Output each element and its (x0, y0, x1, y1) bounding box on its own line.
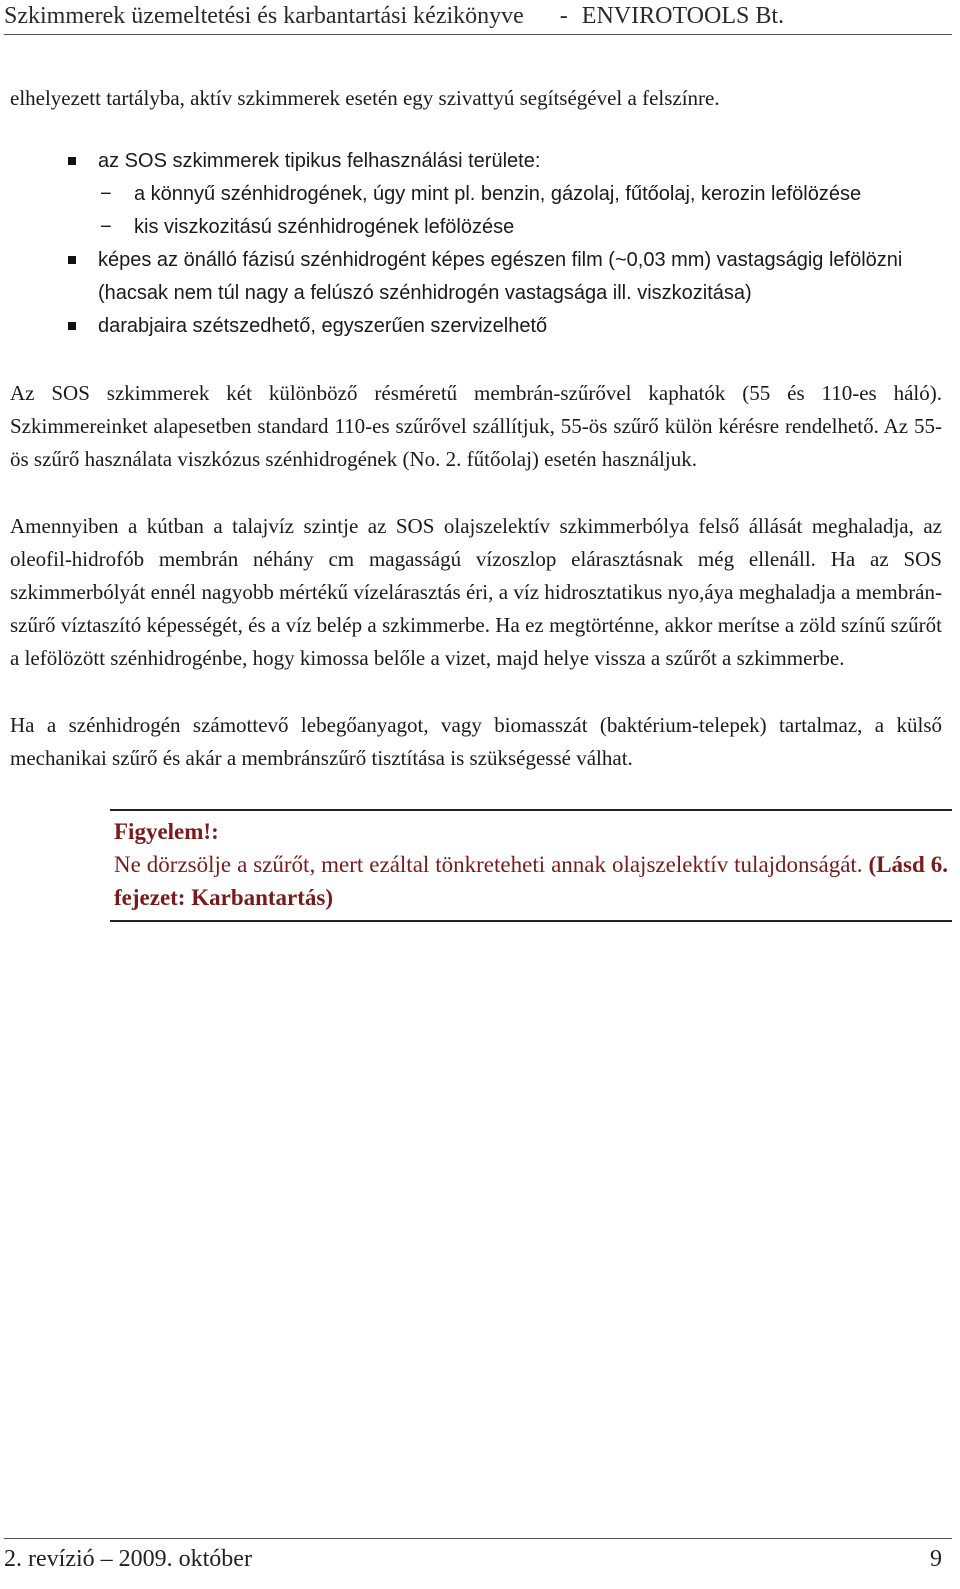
sub-list-item (10, 211, 942, 244)
dash-bullet-icon: − (100, 183, 112, 205)
header-separator: - (559, 3, 568, 29)
paragraph-filter-sizes: Az SOS szkimmerek két különböző résméretű membrán-szűrővel kaphatók (55 és 110-es háló). Szkimmereinket alapesetben standard 110-es szűrővel szállítjuk, 55-ös szűrő külön kérésre rendelhető. Az 55-ös szűrő használata viszkózus szénhidrogének (No. 2. fűtőolaj) esetén használjuk. (10, 381, 942, 471)
header-title: Szkimmerek üzemeltetési és karbantartási kézikönyve (4, 3, 524, 29)
feature-list (10, 145, 942, 343)
list-item-text: az SOS szkimmerek tipikus felhasználási területe: (98, 150, 541, 172)
square-bullet-icon (68, 157, 76, 165)
sub-list-item (10, 178, 942, 211)
dash-bullet-icon: − (100, 216, 112, 238)
sub-list-item-text: a könnyű szénhidrogének, úgy mint pl. benzin, gázolaj, fűtőolaj, kerozin lefölözése (134, 183, 862, 205)
header-company: ENVIROTOOLS Bt. (581, 3, 785, 29)
square-bullet-icon (68, 256, 76, 264)
page-header (4, 0, 952, 35)
page-footer (4, 1538, 952, 1579)
list-item (10, 310, 942, 343)
intro-paragraph: elhelyezett tartályba, aktív szkimmerek esetén egy szivattyú segítségével a felszínre. (10, 86, 720, 110)
list-item-text: darabjaira szétszedhető, egyszerűen szervizelhető (98, 315, 548, 337)
page-content (10, 82, 948, 922)
list-item (10, 244, 942, 310)
warning-title: Figyelem!: (114, 819, 219, 844)
paragraph-cleaning: Ha a szénhidrogén számottevő lebegőanyagot, vagy biomasszát (baktérium-telepek) tartalmaz, a külső mechanikai szűrő és akár a membránszűrő tisztítása is szükségessé válhat. (10, 713, 942, 770)
warning-box (110, 809, 952, 922)
page-number: 9 (930, 1546, 942, 1572)
list-item-text: képes az önálló fázisú szénhidrogént képes egészen film (~0,03 mm) vastagságig lefölözni (hacsak nem túl nagy a felúszó szénhidrogén vastagsága ill. viszkozitása) (98, 249, 903, 304)
sub-list-item-text: kis viszkozitású szénhidrogének lefölözése (134, 216, 515, 238)
warning-text: Ne dörzsölje a szűrőt, mert ezáltal tönkreteheti annak olajszelektív tulajdonságát. (114, 852, 863, 877)
revision-date: 2. revízió – 2009. október (4, 1546, 252, 1572)
list-item (10, 145, 942, 178)
square-bullet-icon (68, 322, 76, 330)
chapter-reference: (Lásd 6. fejezet: Karbantartás) (114, 852, 948, 910)
paragraph-flooding: Amennyiben a kútban a talajvíz szintje az SOS olajszelektív szkimmerbólya felső állását meghaladja, az oleofil-hidrofób membrán néhány cm magasságú vízoszlop elárasztásnak még ellenáll. Ha az SOS szkimmerbólyát ennél nagyobb mértékű vízelárasztás éri, a víz hidrosztatikus nyo,áya meghaladja a membrán-szűrő víztaszító képességét, és a víz belép a szkimmerbe. Ha ez megtörténne, akkor merítse a zöld színű szűrőt a lefölözött szénhidrogénbe, hogy kimossa belőle a vizet, majd helye vissza a szűrőt a szkimmerbe. (10, 514, 942, 670)
